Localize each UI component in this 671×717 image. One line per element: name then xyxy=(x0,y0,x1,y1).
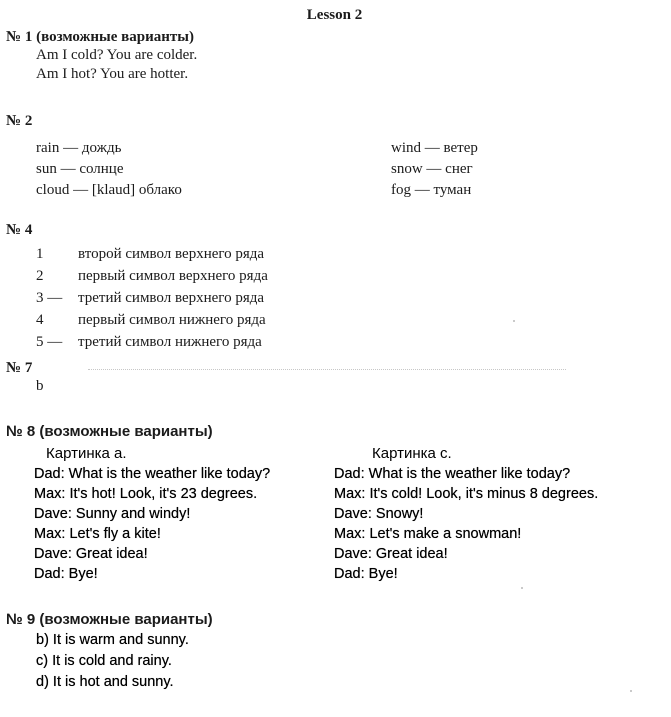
vocab-entry: wind — ветер xyxy=(391,140,478,156)
answer-number: 5 — xyxy=(36,334,63,350)
dialogue-line: Dad: What is the weather like today? xyxy=(334,466,571,482)
lesson-title: Lesson 2 xyxy=(306,7,363,23)
exercise-8-heading: № 8 (возможные варианты) xyxy=(6,423,213,440)
exercise-2-heading: № 2 xyxy=(6,113,33,129)
symbol-answer-list xyxy=(6,243,663,353)
scan-speck xyxy=(630,690,632,692)
scan-artifact-line xyxy=(88,369,566,370)
answer-text: первый символ верхнего ряда xyxy=(78,268,268,284)
dialogue-line: Dad: What is the weather like today? xyxy=(34,466,271,482)
vocab-columns xyxy=(6,138,663,201)
exercise-1-heading: № 1 (возможные варианты) xyxy=(6,29,194,45)
dialogue-line: Dave: Sunny and windy! xyxy=(34,506,191,522)
exercise-7-answer: b xyxy=(36,378,44,394)
vocab-column-left xyxy=(36,138,391,201)
vocab-entry: snow — снег xyxy=(391,161,473,177)
vocab-column-right xyxy=(391,138,663,201)
scan-speck xyxy=(521,587,523,589)
answer-line: Am I hot? You are hotter. xyxy=(36,66,189,82)
symbol-answer-row xyxy=(36,287,663,309)
dialogue-line: Max: It's cold! Look, it's minus 8 degrees. xyxy=(334,486,599,502)
vocab-entry: fog — туман xyxy=(391,182,472,198)
answer-text: третий символ верхнего ряда xyxy=(78,290,265,306)
exercise-7 xyxy=(6,359,663,396)
exercise-9 xyxy=(6,610,663,693)
exercise-2 xyxy=(6,112,663,201)
answer-line: Am I cold? You are colder. xyxy=(36,47,198,63)
answer-line: b) It is warm and sunny. xyxy=(36,632,189,648)
dialogue-line: Dave: Snowy! xyxy=(334,506,424,522)
picture-c-caption: Картинка c. xyxy=(372,445,452,462)
dialogue-line: Dad: Bye! xyxy=(334,566,398,582)
answer-line: c) It is cold and rainy. xyxy=(36,653,172,669)
scan-speck xyxy=(513,320,515,322)
answer-text: первый символ нижнего ряда xyxy=(78,312,266,328)
answer-text: второй символ верхнего ряда xyxy=(78,246,265,262)
dialogue-line: Dave: Great idea! xyxy=(334,546,448,562)
dialogue-line: Max: It's hot! Look, it's 23 degrees. xyxy=(34,486,258,502)
exercise-8 xyxy=(6,422,663,584)
dialogue-column-picture-c xyxy=(334,444,663,584)
exercise-4 xyxy=(6,221,663,353)
dialogue-line: Dave: Great idea! xyxy=(34,546,148,562)
dialogue-line: Max: Let's fly a kite! xyxy=(34,526,161,542)
symbol-answer-row xyxy=(36,243,663,265)
dialogue-column-picture-a xyxy=(34,444,334,584)
symbol-answer-row xyxy=(36,309,663,331)
dialogue-line: Max: Let's make a snowman! xyxy=(334,526,522,542)
vocab-entry: rain — дождь xyxy=(36,140,122,156)
exercise-9-heading: № 9 (возможные варианты) xyxy=(6,611,213,628)
symbol-answer-row xyxy=(36,331,663,353)
picture-a-caption: Картинка a. xyxy=(46,445,127,462)
exercise-4-heading: № 4 xyxy=(6,222,33,238)
answer-text: третий символ нижнего ряда xyxy=(78,334,262,350)
answer-number: 4 xyxy=(36,312,44,328)
answer-line: d) It is hot and sunny. xyxy=(36,674,174,690)
exercise-1 xyxy=(6,28,663,84)
dialogue-columns xyxy=(6,444,663,584)
vocab-entry: sun — солнце xyxy=(36,161,124,177)
dialogue-line: Dad: Bye! xyxy=(34,566,98,582)
vocab-entry: cloud — [klaud] облако xyxy=(36,182,182,198)
answer-number: 1 xyxy=(36,246,44,262)
symbol-answer-row xyxy=(36,265,663,287)
answer-number: 3 — xyxy=(36,290,63,306)
answer-number: 2 xyxy=(36,268,44,284)
exercise-7-heading: № 7 xyxy=(6,360,33,376)
